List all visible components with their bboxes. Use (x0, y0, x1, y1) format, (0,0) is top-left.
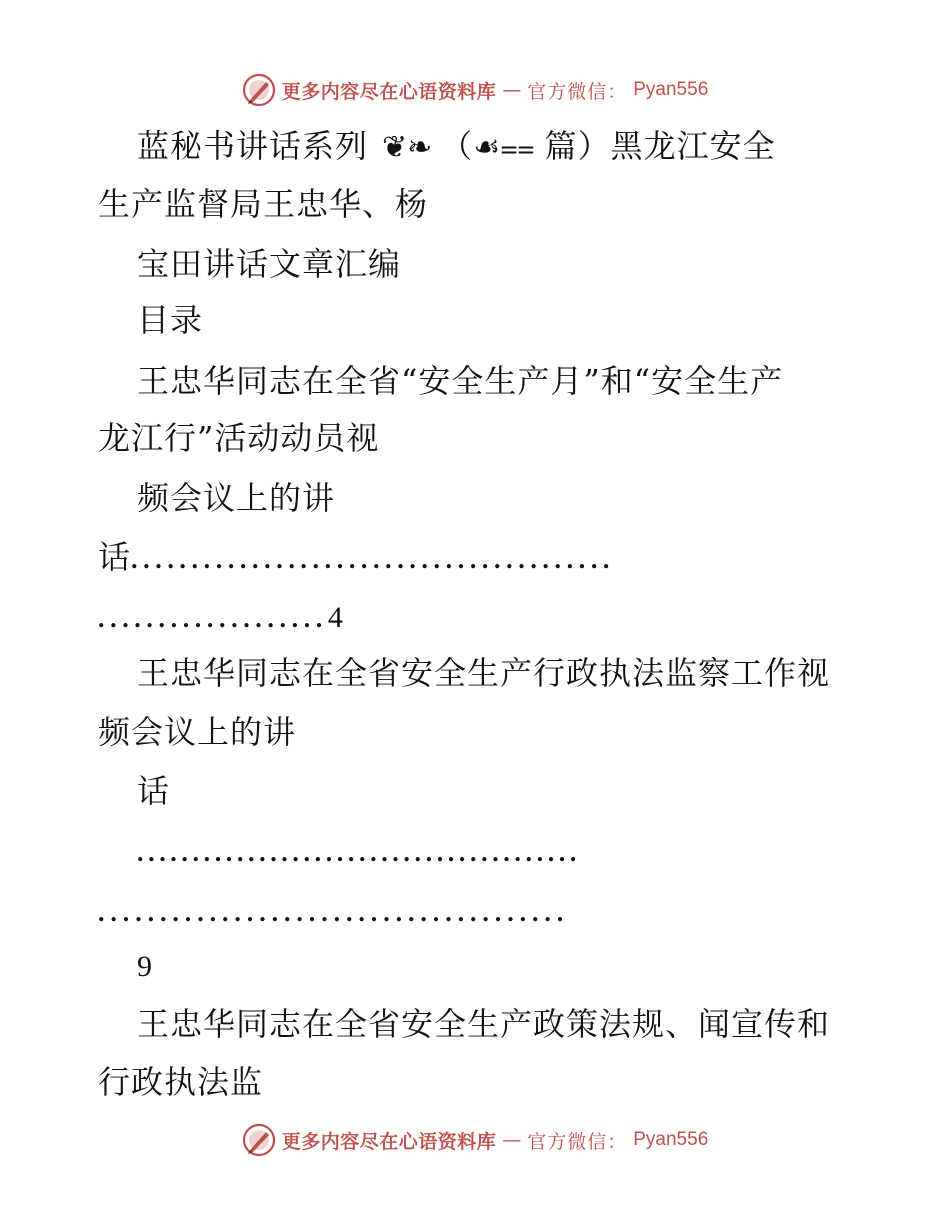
toc-entry-2-line-3: 话 (137, 772, 171, 810)
toc-entry-1-line-2: 龙江行”活动动员视 (98, 419, 380, 457)
toc-entry-1-leader-dots-cont: ................... (98, 604, 328, 633)
watermark-official-label: 官方微信： (527, 80, 628, 103)
pen-seal-logo-icon (242, 1123, 276, 1157)
toc-entry-2-leader-dots: ........................................ (137, 838, 581, 867)
toc-entry-2-page-line (137, 945, 153, 987)
watermark-wechat-id: Pyan556 (633, 1129, 709, 1150)
pen-seal-logo-icon (242, 73, 276, 107)
title-ornament-1: ❦❧ (382, 130, 433, 165)
document-title-line-3: 宝田讲话文章汇编 (137, 245, 402, 283)
toc-entry-2-line-1: 王忠华同志在全省安全生产行政执法监察工作视 (137, 654, 831, 692)
document-title-line-1 (137, 126, 776, 168)
toc-entry-2-line-5 (98, 890, 569, 933)
title-ornament-2: ☙⩵ (473, 130, 535, 165)
toc-heading: 目录 (137, 301, 204, 339)
header-watermark-banner (0, 70, 950, 110)
watermark-official-label: 官方微信： (527, 1130, 628, 1153)
toc-entry-1-page-number: 4 (327, 601, 344, 634)
toc-entry-1-line-1: 王忠华同志在全省“安全生产月”和“安全生产 (137, 362, 784, 400)
toc-entry-1-tail-text: 话 (98, 538, 132, 576)
footer-watermark-banner (0, 1120, 950, 1160)
title-suffix: 篇）黑龙江安全 (544, 127, 776, 165)
toc-entry-2-line-2: 频会议上的讲 (98, 713, 297, 751)
title-paren-open: （ (440, 127, 474, 165)
toc-entry-1-line-4 (98, 537, 615, 580)
watermark-brand-text: 更多内容尽在心语资料库 (281, 1130, 497, 1153)
watermark-wechat-id: Pyan556 (633, 79, 709, 100)
toc-entry-2-leader-dots-cont: ...................................... (98, 898, 570, 927)
toc-entry-2-line-4 (137, 830, 581, 873)
title-prefix: 蓝秘书讲话系列 (137, 127, 369, 165)
watermark-dash: — (502, 79, 522, 101)
toc-entry-1-leader-dots: ........................................ (131, 545, 616, 574)
toc-entry-1-line-5 (98, 596, 344, 639)
toc-entry-3-line-2: 行政执法监 (98, 1063, 264, 1101)
watermark-dash: — (502, 1129, 522, 1151)
toc-entry-1-line-3: 频会议上的讲 (137, 479, 336, 517)
toc-entry-3-line-1: 王忠华同志在全省安全生产政策法规、闻宣传和 (137, 1005, 831, 1043)
watermark-brand-text: 更多内容尽在心语资料库 (281, 80, 497, 103)
toc-entry-2-page-number: 9 (137, 950, 153, 983)
document-title-line-2: 生产监督局王忠华、杨 (98, 185, 429, 223)
